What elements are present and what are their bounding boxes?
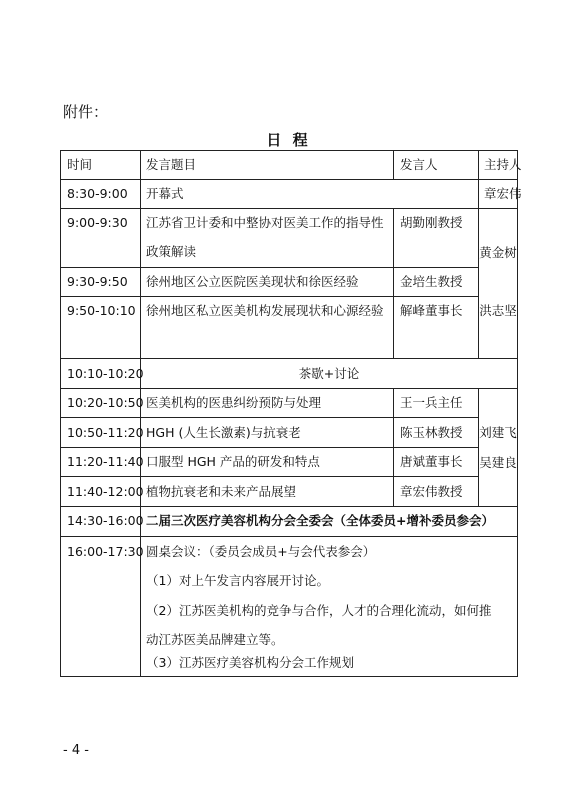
roundtable-line: （1）对上午发言内容展开讨论。	[146, 573, 329, 588]
table-row-speaker: 胡勤刚教授	[400, 215, 463, 230]
table-row-topic: HGH (人生长激素)与抗衰老	[146, 425, 301, 440]
column-divider	[393, 208, 394, 359]
table-row-speaker: 陈玉林教授	[400, 425, 463, 440]
table-row-time: 14:30-16:00	[67, 513, 144, 528]
roundtable-line: （3）江苏医疗美容机构分会工作规划	[146, 655, 354, 670]
table-row-time: 9:00-9:30	[67, 215, 128, 230]
table-border-left	[60, 150, 61, 677]
table-row-speaker: 解峰董事长	[400, 303, 463, 318]
page-number: - 4 -	[63, 743, 89, 758]
table-row-topic: 开幕式	[146, 186, 184, 201]
table-row-time: 9:50-10:10	[67, 303, 136, 318]
roundtable-line: （2）江苏医美机构的竞争与合作，人才的合理化流动，如何推	[146, 603, 492, 618]
header-speaker: 发言人	[400, 157, 438, 172]
table-row-topic: 植物抗衰老和未来产品展望	[146, 484, 297, 499]
table-row-speaker: 唐斌董事长	[400, 454, 463, 469]
header-time: 时间	[67, 157, 93, 172]
table-row-topic: 江苏省卫计委和中整协对医美工作的指导性政策解读	[146, 215, 384, 259]
host-morning-1: 黄金树	[479, 245, 517, 260]
column-divider	[393, 388, 394, 507]
row-divider	[60, 179, 518, 180]
table-row-time: 11:40-12:00	[67, 484, 144, 499]
roundtable-line: 动江苏医美品牌建立等。	[146, 632, 284, 647]
table-border-right	[517, 150, 518, 677]
table-row-topic: 徐州地区私立医美机构发展现状和心源经验	[146, 303, 384, 318]
header-host: 主持人	[484, 157, 522, 172]
table-row-time: 8:30-9:00	[67, 186, 128, 201]
table-row-host: 章宏伟	[484, 186, 522, 201]
table-row-time: 11:20-11:40	[67, 454, 144, 469]
table-row-speaker: 章宏伟教授	[400, 484, 463, 499]
table-row-speaker: 金培生教授	[400, 274, 463, 289]
schedule-title: 日 程	[266, 131, 311, 149]
table-row-time: 10:50-11:20	[67, 425, 144, 440]
table-row-time: 16:00-17:30	[67, 544, 144, 559]
table-row-time: 10:20-10:50	[67, 395, 144, 410]
table-row-topic: 口服型 HGH 产品的研发和特点	[146, 454, 320, 469]
table-row-topic: 医美机构的医患纠纷预防与处理	[146, 395, 322, 410]
table-row-topic: 徐州地区公立医院医美现状和徐医经验	[146, 274, 359, 289]
host-morning-2: 洪志坚	[479, 303, 517, 318]
table-row-time: 10:10-10:20	[67, 366, 144, 381]
table-row-topic: 茶歇+讨论	[298, 366, 360, 381]
attachment-label: 附件：	[63, 103, 109, 121]
table-row-topic: 二届三次医疗美容机构分会全委会（全体委员+增补委员参会）	[146, 513, 494, 528]
column-divider	[393, 150, 394, 180]
header-topic: 发言题目	[146, 157, 197, 172]
roundtable-line: 圆桌会议：（委员会成员+与会代表参会）	[146, 544, 376, 559]
host-late-1: 刘建飞	[479, 425, 517, 440]
table-row-speaker: 王一兵主任	[400, 395, 463, 410]
table-row-time: 9:30-9:50	[67, 274, 128, 289]
table-border-top	[60, 150, 518, 151]
host-late-2: 吴建良	[479, 455, 517, 470]
